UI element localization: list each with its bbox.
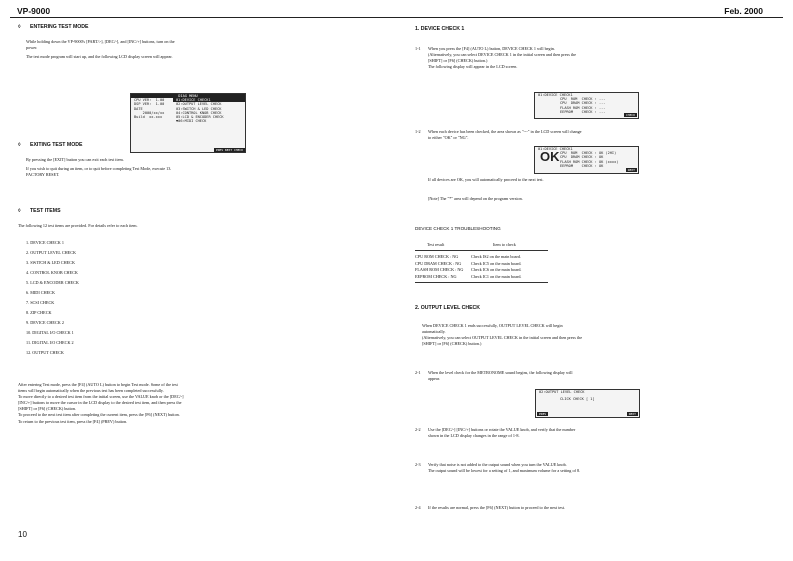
lcd-menu-item: 02:OUTPUT LEVEL CHECK <box>176 102 222 107</box>
step-2-3 <box>415 462 583 496</box>
lcd-line: FLASH ROM CHECK : --- <box>560 105 606 110</box>
table-cell: CPU DRAM CHECK : NG <box>415 260 462 266</box>
lcd-ok-indicator: OK <box>540 149 560 164</box>
lcd-line: CPU ROM CHECK : OK (2HI) <box>560 151 617 156</box>
list-item: 6. MIDI CHECK <box>26 290 55 296</box>
table-row <box>415 254 548 261</box>
diamond-bullet-icon: ◊ <box>18 208 21 214</box>
list-item: 8. ZIP CHECK <box>26 310 52 316</box>
section-title: EXITING TEST MODE <box>30 142 83 148</box>
step-number: 1-1 <box>415 46 421 51</box>
lcd-line: EEPROM CHECK : --- <box>560 109 606 114</box>
lcd-menu-item-selected: 01:DEVICE CHECK1 <box>173 98 245 102</box>
table-cell: FLASH ROM CHECK : NG <box>415 267 464 273</box>
list-item: 7. SCSI CHECK <box>26 300 55 306</box>
table-cell: Check IS2 on the main board. <box>471 253 522 259</box>
step-1-2 <box>415 129 583 145</box>
lcd-header: DIAG MENU <box>131 94 245 98</box>
step-1-1 <box>415 46 583 88</box>
column-header: Test result <box>427 242 445 247</box>
lcd-line: DATE <box>134 106 143 111</box>
table-cell: Check IC5 on the main board. <box>471 260 522 266</box>
step-number: 2-4 <box>415 505 421 510</box>
test-items-list <box>18 238 183 358</box>
table-row <box>415 261 548 268</box>
lcd-info-block <box>131 98 173 123</box>
paragraph: The test mode program will start up, and the following LCD display screen will appear. <box>26 54 173 60</box>
step-2-2 <box>415 427 583 449</box>
list-item: 3. SWITCH & LED CHECK <box>26 260 75 266</box>
troubleshooting-table <box>415 242 548 283</box>
lcd-line: CPU ROM CHECK : --- <box>560 97 606 102</box>
lcd-output-level <box>535 389 640 418</box>
table-cell: CPU ROM CHECK : NG <box>415 253 459 259</box>
lcd-line: CLICK CHECK [ 1] <box>560 397 595 402</box>
lcd-line: Build xx.xxx <box>134 115 163 120</box>
lcd-menu-item: 03:SWITCH & LED CHECK <box>176 106 222 111</box>
diamond-bullet-icon: ◊ <box>18 142 21 148</box>
paragraph: (Alternatively, you can select DEVICE CHECK 1 in the initial screen and then press the [SHIFT] or [F6] (CHECK) button.) <box>428 52 576 64</box>
paragraph: Use the [DEC/-] [INC/+] buttons or rotate the VALUE knob, and verify that the number shown in the LCD display changes in the range of 1-8. <box>428 427 576 439</box>
paragraph: If all devices are OK, you will automatically proceed to the next test. <box>428 177 544 182</box>
list-item: 11. DIGITAL I/O CHECK 2 <box>26 340 74 346</box>
paragraph: To proceed to the next test item after completing the current item, press the [F6] (NEXT) button. <box>18 412 180 418</box>
paragraph: The following display will appear in the LCD screen. <box>428 64 518 70</box>
lcd-prev-key: PREV <box>539 411 547 416</box>
list-item: 1. DEVICE CHECK 1 <box>26 240 64 246</box>
left-procedure-block <box>18 382 186 425</box>
lcd-line: 2000/xx/xx <box>134 110 165 115</box>
step-2-4 <box>415 505 583 521</box>
table-cell: EEPROM CHECK : NG <box>415 274 457 280</box>
paragraph: After entering Test mode, press the [F4] (AUTO L) button to begin Test mode. Some of the test items will begin automatically when the previous test has been completed successfully. <box>18 382 178 394</box>
lcd-next-key: NEXT <box>628 411 636 416</box>
lcd-line: DSP VER: 1.00 <box>134 102 165 107</box>
section-test-items <box>18 208 183 214</box>
list-item: 9. DEVICE CHECK 2 <box>26 320 64 326</box>
paragraph: If the results are normal, press the [F6] (NEXT) button to proceed to the next test. <box>428 505 566 510</box>
table-row <box>415 274 548 283</box>
step-number: 2-1 <box>415 370 421 375</box>
table-row <box>415 267 548 274</box>
paragraph: When you press the [F4] (AUTO L) button, DEVICE CHECK 1 will begin. <box>428 46 555 51</box>
paragraph: By pressing the [EXIT] button you can exit each test item. <box>26 157 124 163</box>
table-cell: Check IC1 on the main board. <box>471 274 522 280</box>
list-item: 2. OUTPUT LEVEL CHECK <box>26 250 77 256</box>
step-number: 2-3 <box>415 462 421 467</box>
paragraph: When the level check for the METRONOME sound begins, the following display will appear. <box>428 370 573 382</box>
paragraph: (Alternatively, you can select OUTPUT LEVEL CHECK in the initial screen and then press the [SHIFT] or [F6] (CHECK) button.) <box>422 335 583 347</box>
left-test-items-block <box>18 208 183 358</box>
lcd-menu-item: 05:LCD & ENCODER CHECK <box>176 115 224 120</box>
paragraph: The output sound will be lowest for a setting of 1, and maximum volume for a setting of 8. <box>428 468 581 474</box>
paragraph: Verify that noise is not added to the output sound when you turn the VALUE knob. <box>428 462 567 467</box>
list-item: 4. CONTROL KNOB CHECK <box>26 270 78 276</box>
section-output-level-check: 2. OUTPUT LEVEL CHECK <box>415 305 481 311</box>
paragraph: To return to the previous test item, press the [F4] (PREV) button. <box>18 418 128 424</box>
paragraph: The following 12 test items are provided. For details refer to each item. <box>18 223 138 229</box>
lcd-line: CPU DRAM CHECK : OK <box>560 155 604 160</box>
list-item: 5. LCD & ENCODER CHECK <box>26 280 79 286</box>
lcd-check-key: CHECK <box>625 112 635 117</box>
list-item: 10. DIGITAL I/O CHECK 1 <box>26 330 74 336</box>
header-rule <box>10 17 783 18</box>
paragraph: When each device has been checked, the area shown as "---" in the LCD screen will change to either "OK" or "NG". <box>428 129 582 141</box>
section-title: ENTERING TEST MODE <box>30 24 89 30</box>
paragraph: If you wish to quit during an item, or to quit before completing Test Mode, execute 13. FACTORY RESET. <box>26 166 172 178</box>
section-title: TEST ITEMS <box>30 208 61 214</box>
lcd-function-keys: PREV NEXT CHECK <box>215 147 243 152</box>
lcd-line: CPU DRAM CHECK : --- <box>560 101 606 106</box>
table-header <box>415 242 548 251</box>
lcd-device-check-result <box>534 146 639 174</box>
lcd-menu-item: ▼06:MIDI CHECK <box>176 119 207 124</box>
step-number: 2-2 <box>415 427 421 432</box>
lcd-header: 01:DEVICE CHECK1 <box>538 93 573 97</box>
note: [Note] The "*" area will depend on the program version. <box>428 196 523 201</box>
lcd-device-check-initial <box>534 92 639 119</box>
lcd-line: EEPROM CHECK : OK <box>560 163 604 168</box>
page-number: 10 <box>18 530 27 539</box>
troubleshooting-title: DEVICE CHECK 1 TROUBLESHOOTING <box>415 226 501 231</box>
lcd-header: 01:DEVICE CHECK1 <box>538 147 573 151</box>
lcd-next-key: NEXT <box>627 167 635 172</box>
left-exit-block <box>18 142 183 178</box>
paragraph: When DEVICE CHECK 1 ends successfully, OUTPUT LEVEL CHECK will begin automatically. <box>422 323 563 335</box>
document-header-date: Feb. 2000 <box>724 6 763 16</box>
section-entering-test-mode <box>18 24 183 30</box>
lcd-line: CPU VER: 1.00 <box>134 98 165 103</box>
list-item: 12. OUTPUT CHECK <box>26 350 64 356</box>
document-header-model: VP-9000 <box>17 6 51 16</box>
section-device-check-1: 1. DEVICE CHECK 1 <box>415 26 465 32</box>
left-column <box>18 24 183 60</box>
step-2-1 <box>415 370 583 386</box>
lcd-line: FLASH ROM CHECK : OK (xxxx) <box>560 159 619 164</box>
lcd-header: 02:OUTPUT LEVEL CHECK <box>539 390 585 394</box>
diamond-bullet-icon: ◊ <box>18 24 21 30</box>
paragraph: To move directly to a desired test item from the initial screen, use the VALUE knob or the [DEC/-] [INC/+] buttons to move the cursor in the LCD display to the desired test item, and then press the [SHIFT] or [F6] (CHECK) button. <box>18 394 184 412</box>
column-header: Item to check <box>493 242 516 247</box>
lcd-menu-list <box>173 98 245 123</box>
section-exiting-test-mode <box>18 142 183 148</box>
paragraph: While holding down the VP-9000's [PART/>], [DEC/-], and [INC/+] buttons, turn on the power. <box>26 39 175 51</box>
table-cell: Check IC6 on the main board. <box>471 267 522 273</box>
step-number: 1-2 <box>415 129 421 134</box>
output-level-intro <box>422 323 585 347</box>
lcd-menu-item: 04:CONTROL KNOB CHECK <box>176 110 222 115</box>
